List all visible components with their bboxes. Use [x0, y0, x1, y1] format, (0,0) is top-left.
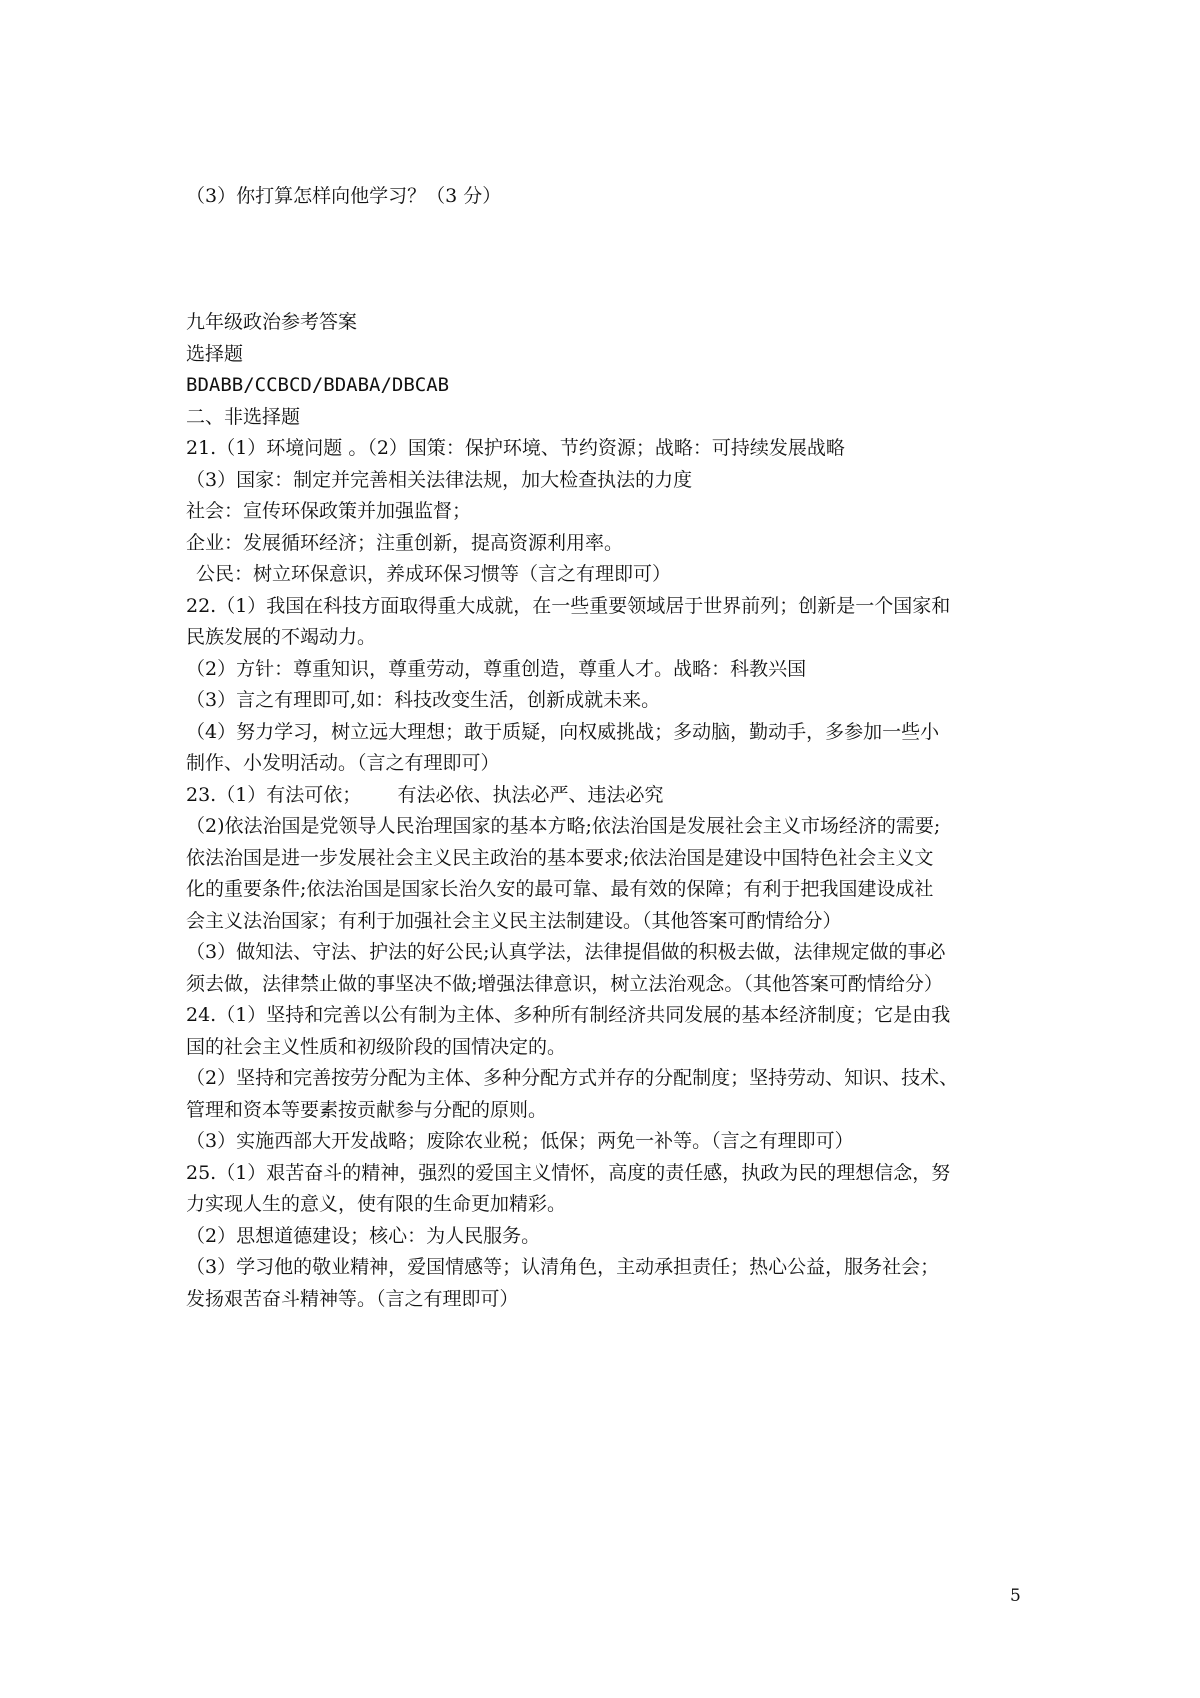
- answer-24-part-2: （2）坚持和完善按劳分配为主体、多种分配方式并存的分配制度；坚持劳动、知识、技术、: [186, 1067, 959, 1089]
- answer-24-part-2-cont: 管理和资本等要素按贡献参与分配的原则。: [186, 1098, 548, 1121]
- answer-24-part-1: 24.（1）坚持和完善以公有制为主体、多种所有制经济共同发展的基本经济制度；它是由我: [186, 1004, 951, 1026]
- answer-22-part-1: 22.（1）我国在科技方面取得重大成就，在一些重要领域居于世界前列；创新是一个国家和: [186, 594, 951, 617]
- answer-22-part-1-cont: 民族发展的不竭动力。: [186, 626, 377, 648]
- section-non-multiple-choice: 二、非选择题: [186, 405, 301, 428]
- answer-25-part-1: 25.（1）艰苦奋斗的精神，强烈的爱国主义情怀，高度的责任感，执政为民的理想信念，努: [186, 1161, 951, 1184]
- answer-23-part-2: （2)依法治国是党领导人民治理国家的基本方略;依法治国是发展社会主义市场经济的需要;: [186, 815, 941, 837]
- answer-25-part-3: （3）学习他的敬业精神，爱国情感等；认清角色，主动承担责任；热心公益，服务社会；: [186, 1256, 940, 1278]
- answer-22-part-2: （2）方针：尊重知识，尊重劳动，尊重创造，尊重人才。战略：科教兴国: [186, 657, 807, 680]
- answer-24-part-1-cont: 国的社会主义性质和初级阶段的国情决定的。: [186, 1035, 567, 1058]
- answer-24-part-3: （3）实施西部大开发战略；废除农业税；低保；两免一补等。（言之有理即可）: [186, 1130, 854, 1152]
- answer-21-citizen: 公民：树立环保意识，养成环保习惯等（言之有理即可）: [196, 563, 672, 585]
- answer-25-part-1-cont: 力实现人生的意义，使有限的生命更加精彩。: [186, 1193, 567, 1215]
- answer-22-part-4: （4）努力学习，树立远大理想；敢于质疑，向权威挑战；多动脑，勤动手，多参加一些小: [186, 720, 940, 743]
- answer-23-part-2-cont-2: 化的重要条件;依法治国是国家长治久安的最可靠、最有效的保障；有利于把我国建设成社: [186, 878, 934, 900]
- answer-23-part-2-cont-3: 会主义法治国家；有利于加强社会主义民主法制建设。（其他答案可酌情给分）: [186, 909, 842, 932]
- answer-23-part-3-cont: 须去做，法律禁止做的事坚决不做;增强法律意识，树立法治观念。（其他答案可酌情给分）: [186, 972, 943, 995]
- answer-21-part-1-2: 21.（1）环境问题 。（2）国策：保护环境、节约资源；战略：可持续发展战略: [186, 437, 845, 459]
- answer-22-part-3: （3）言之有理即可,如：科技改变生活，创新成就未来。: [186, 689, 661, 711]
- answer-23-part-2-cont-1: 依法治国是进一步发展社会主义民主政治的基本要求;依法治国是建设中国特色社会主义文: [186, 846, 934, 869]
- section-multiple-choice: 选择题: [186, 342, 244, 365]
- answer-key-title: 九年级政治参考答案: [186, 311, 358, 333]
- answer-23-part-1: 23.（1）有法可依； 有法必依、执法必严、违法必究: [186, 783, 664, 806]
- multiple-choice-answers: BDABB/CCBCD/BDABA/DBCAB: [186, 374, 450, 396]
- answer-21-society: 社会：宣传环保政策并加强监督；: [186, 500, 472, 522]
- answer-21-part-3-country: （3）国家：制定并完善相关法律法规，加大检查执法的力度: [186, 468, 693, 491]
- answer-23-part-3: （3）做知法、守法、护法的好公民;认真学法，法律提倡做的积极去做，法律规定做的事必: [186, 941, 946, 963]
- page-number: 5: [1010, 1586, 1021, 1606]
- answer-25-part-3-cont: 发扬艰苦奋斗精神等。（言之有理即可）: [186, 1287, 519, 1310]
- answer-21-enterprise: 企业：发展循环经济；注重创新，提高资源利用率。: [186, 531, 624, 554]
- question-3: （3）你打算怎样向他学习？（3 分）: [186, 185, 502, 207]
- answer-key: [186, 307, 1036, 1315]
- answer-22-part-4-cont: 制作、小发明活动。（言之有理即可）: [186, 752, 500, 774]
- answer-25-part-2: （2）思想道德建设；核心：为人民服务。: [186, 1224, 541, 1247]
